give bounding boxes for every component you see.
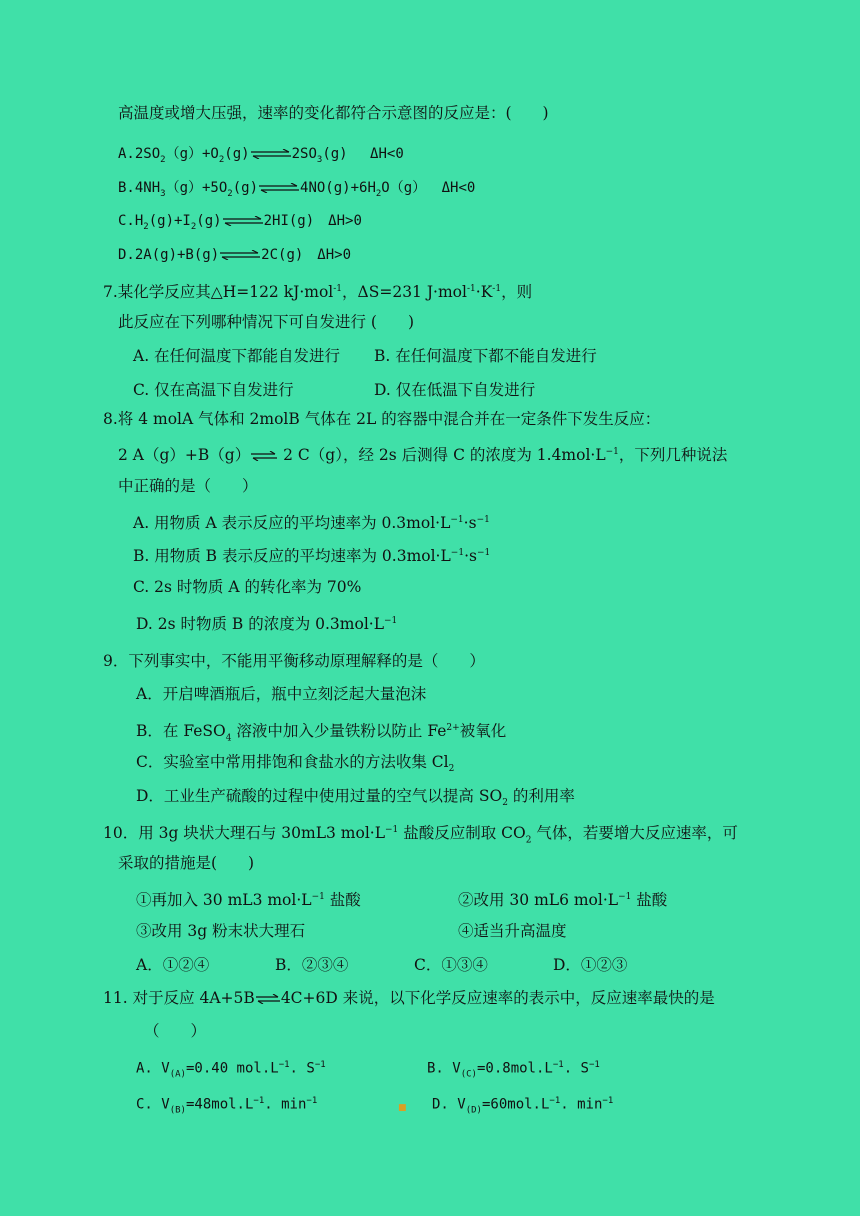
q10-option-b: B．②③④ [275, 956, 349, 974]
q7-stem: 7.某化学反应其△H=122 kJ·mol$^{-1}$，ΔS=231 $J\cdot mol^{-1}\cdot K^{-1}$，则 [103, 283, 533, 302]
q11-option-a: A. $V_{(A)}=0.40$ $mol.L^{-1}$. $S^{-1}$ [136, 1060, 326, 1080]
q11-stem: 11. 对于反应 4A+5B 4C+6D 来说，以下化学反应速率的表示中，反应速率最快的是 [103, 989, 715, 1007]
q10-measure-2: ②改用 30 mL6 $mol\cdot L^{-1}$ 盐酸 [458, 891, 668, 910]
q10-measure-1: ①再加入 30 mL3 $mol\cdot L^{-1}$ 盐酸 [136, 891, 361, 910]
equilibrium-arrow-icon [259, 183, 299, 193]
q8-stem-2: 2 A（g）+B（g） 2 C（g），经 2s 后测得 C 的浓度为 $1.4mol\cdot L^{-1}$，下列几种说法 [118, 446, 728, 465]
q9-stem: 9．下列事实中，不能用平衡移动原理解释的是（ ） [103, 652, 485, 670]
q8-option-c: C. 2s 时物质 A 的转化率为 70% [133, 578, 362, 596]
q6-option-b: $B.4NH_3(g)+5O_2(g)$ $4NO(g)+6H_2O(g)$ ΔH<0 [118, 180, 476, 199]
q7-option-d: D. 仅在低温下自发进行 [374, 381, 536, 399]
q6-option-d: D.2A(g)+B(g) 2C(g) ΔH>0 [118, 247, 352, 263]
q10-option-a: A．①②④ [136, 956, 210, 974]
q10-option-d: D．①②③ [553, 956, 628, 974]
q8-option-a: A. 用物质 A 表示反应的平均速率为 $0.3mol\cdot L^{-1}\cdot s^{-1}$ [133, 514, 490, 533]
q6-stem: 高温度或增大压强，速率的变化都符合示意图的反应是：( ) [118, 104, 549, 122]
q10-stem-2: 采取的措施是( ) [118, 854, 255, 872]
equilibrium-arrow-icon [251, 149, 291, 159]
q9-option-b: B．在 FeSO$_4$ 溶液中加入少量铁粉以防止 $Fe^{2+}$被氧化 [136, 722, 507, 744]
q8-stem-3: 中正确的是（ ） [118, 477, 258, 495]
equilibrium-arrow-icon [223, 216, 263, 226]
equilibrium-arrow-icon [251, 451, 277, 461]
q9-option-a: A．开启啤酒瓶后，瓶中立刻泛起大量泡沫 [136, 685, 427, 703]
q10-measure-3: ③改用 3g 粉末状大理石 [136, 922, 306, 940]
q7-stem-2: 此反应在下列哪种情况下可自发进行 ( ) [118, 313, 415, 331]
q9-option-d: D．工业生产硫酸的过程中使用过量的空气以提高 $SO_2$ 的利用率 [136, 787, 575, 809]
q10-option-c: C．①③④ [414, 956, 488, 974]
q8-option-d: D. 2s 时物质 B 的浓度为 $0.3mol\cdot L^{-1}$ [136, 615, 398, 634]
equilibrium-arrow-icon [220, 250, 260, 260]
q7-option-c: C. 仅在高温下自发进行 [133, 381, 294, 399]
q8-option-b: B. 用物质 B 表示反应的平均速率为 $0.3mol\cdot L^{-1}\cdot s^{-1}$ [133, 547, 491, 566]
q9-option-c: C．实验室中常用排饱和食盐水的方法收集 $Cl_2$ [136, 753, 455, 775]
q8-stem-1: 8.将 4 molA 气体和 2molB 气体在 2L 的容器中混合并在一定条件下发生反应： [103, 410, 661, 428]
equilibrium-arrow-icon [256, 994, 280, 1004]
stray-mark: ■ [398, 1103, 407, 1113]
q11-option-d: D. $V_{(D)}=60mol.L^{-1}$. $\min^{-1}$ [432, 1096, 614, 1116]
q6-option-c: $C.H_2(g)+I_2(g)$ 2HI(g) ΔH>0 [118, 213, 362, 232]
q6-option-a: $A.2SO_2(g)+O_2(g)$ $2SO_3(g)$ ΔH<0 [118, 146, 404, 165]
q11-option-b: B. $V_{(C)}=0.8mol.L^{-1}$. $S^{-1}$ [427, 1060, 600, 1080]
q7-option-b: B. 在任何温度下都不能自发进行 [374, 347, 597, 365]
q10-stem-1: 10．用 3g 块状大理石与 30mL3 $mol\cdot L^{-1}$ 盐酸反应制取 $CO_2$ 气体，若要增大反应速率，可 [103, 824, 738, 846]
q11-stem-2: （ ） [144, 1022, 207, 1040]
q11-option-c: C. $V_{(B)}=48mol.L^{-1}$. $\min^{-1}$ [136, 1096, 318, 1116]
q10-measure-4: ④适当升高温度 [458, 922, 567, 940]
q7-option-a: A. 在任何温度下都能自发进行 [133, 347, 341, 365]
